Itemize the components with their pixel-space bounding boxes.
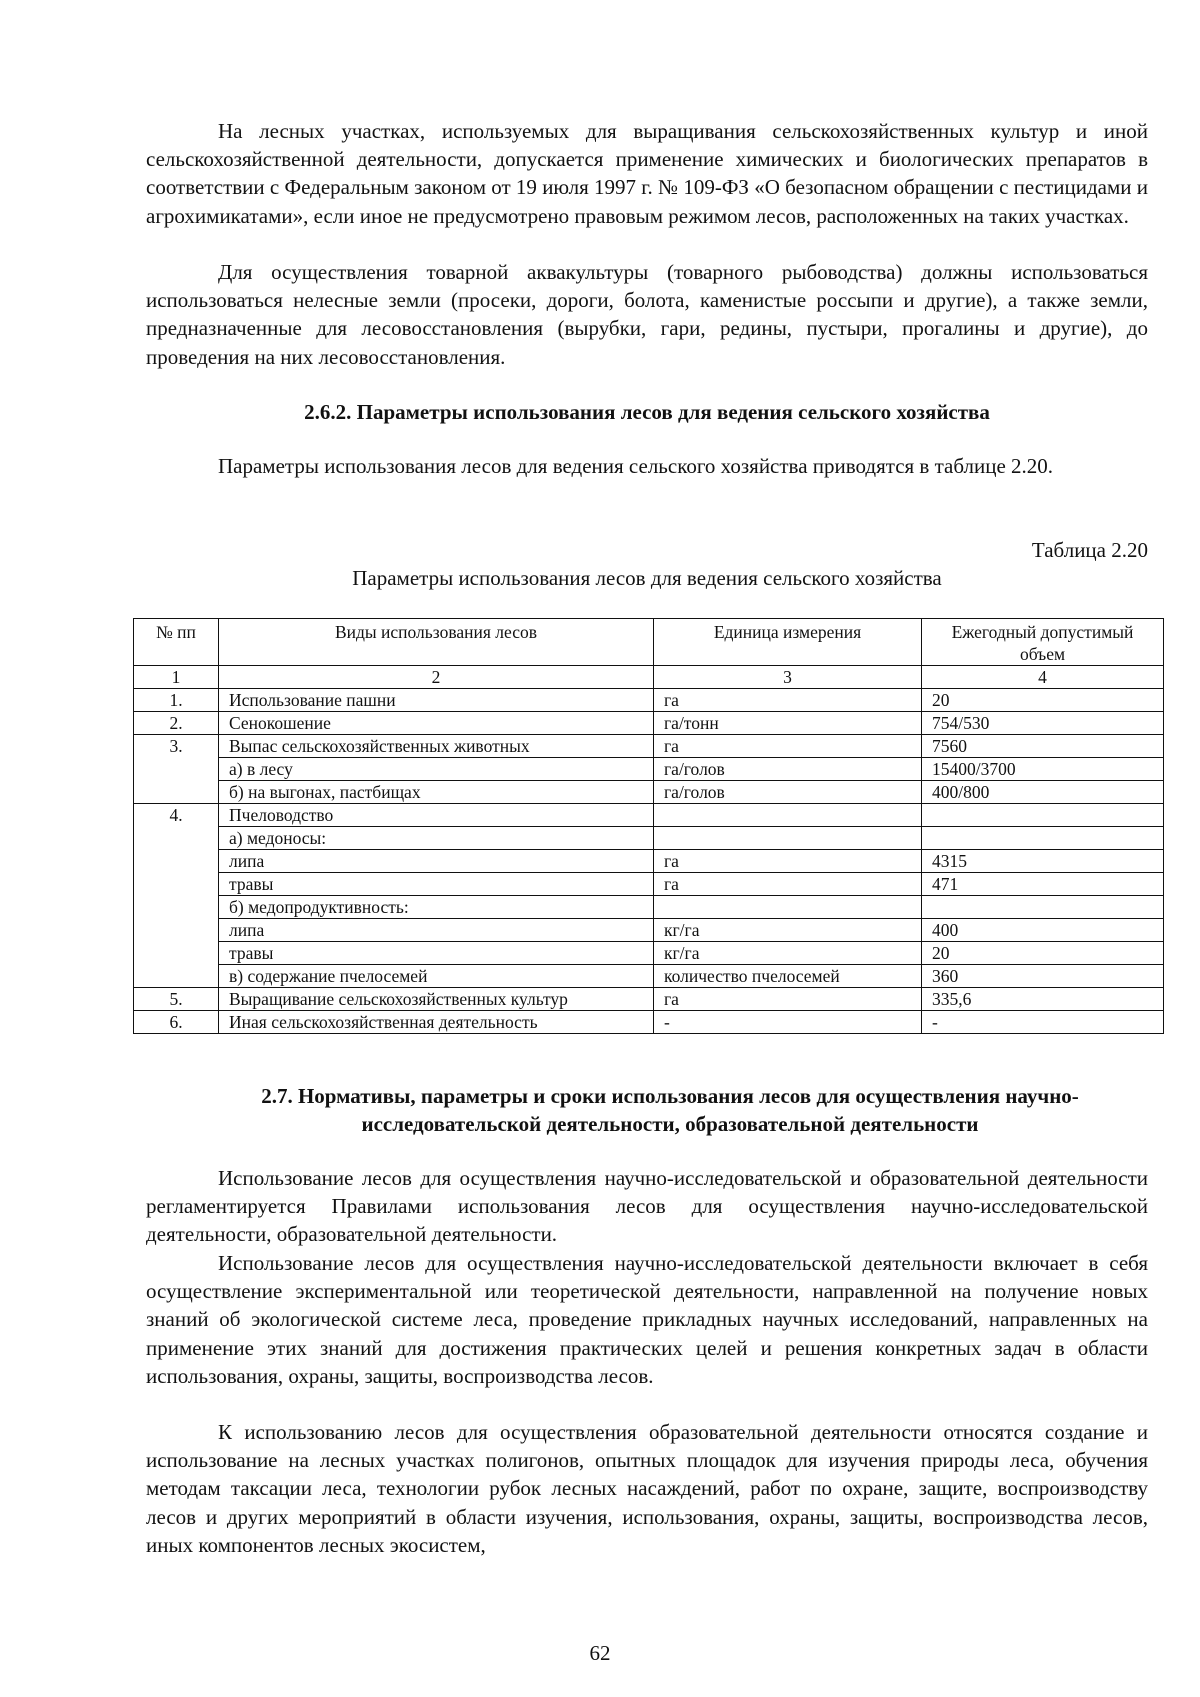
unit-cell: кг/га: [654, 942, 922, 965]
agriculture-parameters-table: [133, 618, 1164, 1034]
annual-volume-cell: 400/800: [922, 781, 1164, 804]
unit-cell: кг/га: [654, 919, 922, 942]
header-cell: № пп: [134, 619, 219, 666]
table-column-number-row: [134, 666, 1164, 689]
annual-volume-cell: 335,6: [922, 988, 1164, 1011]
paragraph-pesticides: На лесных участках, используемых для выращивания сельскохозяйственных культур и иной сельскохозяйственной деятельности, допускается применение химических и биологических препаратов в соответствии с Федеральным законом от 19 июля 1997 г. № 109-ФЗ «О безопасном обращении с пестицидами и агрохимикатами», если иное не предусмотрено правовым режимом лесов, расположенных на таких участках.: [146, 119, 1148, 228]
table-row: [134, 965, 1164, 988]
row-number-cell: 2.: [134, 712, 219, 735]
usage-type-cell: травы: [219, 873, 654, 896]
column-number-cell: 4: [922, 666, 1164, 689]
table-caption: Параметры использования лесов для ведения сельского хозяйства: [352, 566, 942, 590]
row-number-cell: 1.: [134, 689, 219, 712]
usage-type-cell: Выращивание сельскохозяйственных культур: [219, 988, 654, 1011]
table-number-label: Таблица 2.20: [1031, 538, 1148, 562]
table-row: [134, 689, 1164, 712]
paragraph-aquaculture: Для осуществления товарной аквакультуры (товарного рыбоводства) должны использоваться использоваться нелесные земли (просеки, дороги, болота, каменистые россыпи и другие), а также земли, предназначенные для лесовосстановления (вырубки, гари, редины, пустыри, прогалины и другие), до проведения на них лесовосстановления.: [146, 260, 1148, 369]
table-header-row: [134, 619, 1164, 666]
unit-cell: га/голов: [654, 781, 922, 804]
paragraph-table-reference: Параметры использования лесов для ведения сельского хозяйства приводятся в таблице 2.20.: [218, 454, 1054, 478]
header-cell: Единица измерения: [654, 619, 922, 666]
unit-cell: [654, 804, 922, 827]
annual-volume-cell: 15400/3700: [922, 758, 1164, 781]
usage-type-cell: травы: [219, 942, 654, 965]
annual-volume-cell: 4315: [922, 850, 1164, 873]
row-number-cell: 6.: [134, 1011, 219, 1034]
usage-type-cell: в) содержание пчелосемей: [219, 965, 654, 988]
annual-volume-cell: 20: [922, 689, 1164, 712]
usage-type-cell: Пчеловодство: [219, 804, 654, 827]
table-row: [134, 1011, 1164, 1034]
table-row: [134, 919, 1164, 942]
section-heading-2-6-2: 2.6.2. Параметры использования лесов для ведения сельского хозяйства: [304, 400, 990, 424]
row-number-cell: 3.: [134, 735, 219, 804]
unit-cell: га/тонн: [654, 712, 922, 735]
annual-volume-cell: 471: [922, 873, 1164, 896]
usage-type-cell: Иная сельскохозяйственная деятельность: [219, 1011, 654, 1034]
column-number-cell: 1: [134, 666, 219, 689]
row-number-cell: 4.: [134, 804, 219, 988]
annual-volume-cell: [922, 827, 1164, 850]
table-row: [134, 735, 1164, 758]
unit-cell: га/голов: [654, 758, 922, 781]
unit-cell: га: [654, 988, 922, 1011]
table-row: [134, 988, 1164, 1011]
column-number-cell: 3: [654, 666, 922, 689]
usage-type-cell: б) на выгонах, пастбищах: [219, 781, 654, 804]
table-row: [134, 804, 1164, 827]
unit-cell: га: [654, 735, 922, 758]
annual-volume-cell: 20: [922, 942, 1164, 965]
usage-type-cell: Использование пашни: [219, 689, 654, 712]
usage-type-cell: б) медопродуктивность:: [219, 896, 654, 919]
annual-volume-cell: 754/530: [922, 712, 1164, 735]
table-row: [134, 781, 1164, 804]
unit-cell: -: [654, 1011, 922, 1034]
page-number: 62: [589, 1641, 611, 1665]
paragraph-research-rules: Использование лесов для осуществления научно-исследовательской и образовательной деятельности регламентируется Правилами использования лесов для осуществления научно-исследовательской деятельности, образовательной деятельности.: [146, 1166, 1148, 1247]
table-row: [134, 850, 1164, 873]
table-row: [134, 896, 1164, 919]
section-heading-2-7: 2.7. Нормативы, параметры и сроки использования лесов для осуществления научно-исследовательской деятельности, образовательной деятельности: [261, 1084, 1079, 1136]
paragraph-educational-activity: К использованию лесов для осуществления образовательной деятельности относятся создание и использование на лесных участках полигонов, опытных площадок для изучения природы леса, обучения методам таксации леса, технологии рубок лесных насаждений, работ по охране, защите, воспроизводству лесов и других мероприятий в области изучения, использования, охраны, защиты, воспроизводства лесов, иных компонентов лесных экосистем,: [146, 1420, 1148, 1557]
unit-cell: количество пчелосемей: [654, 965, 922, 988]
usage-type-cell: а) медоносы:: [219, 827, 654, 850]
usage-type-cell: Сенокошение: [219, 712, 654, 735]
table-row: [134, 827, 1164, 850]
header-cell: Ежегодный допустимый объем: [922, 619, 1164, 666]
table-row: [134, 758, 1164, 781]
annual-volume-cell: 400: [922, 919, 1164, 942]
unit-cell: [654, 896, 922, 919]
usage-type-cell: липа: [219, 850, 654, 873]
header-cell: Виды использования лесов: [219, 619, 654, 666]
usage-type-cell: Выпас сельскохозяйственных животных: [219, 735, 654, 758]
column-number-cell: 2: [219, 666, 654, 689]
annual-volume-cell: 360: [922, 965, 1164, 988]
annual-volume-cell: [922, 804, 1164, 827]
row-number-cell: 5.: [134, 988, 219, 1011]
unit-cell: га: [654, 689, 922, 712]
annual-volume-cell: -: [922, 1011, 1164, 1034]
annual-volume-cell: [922, 896, 1164, 919]
annual-volume-cell: 7560: [922, 735, 1164, 758]
unit-cell: га: [654, 873, 922, 896]
table-row: [134, 873, 1164, 896]
unit-cell: [654, 827, 922, 850]
usage-type-cell: а) в лесу: [219, 758, 654, 781]
usage-type-cell: липа: [219, 919, 654, 942]
table-row: [134, 942, 1164, 965]
paragraph-research-activity: Использование лесов для осуществления научно-исследовательской деятельности включает в себя осуществление экспериментальной или теоретической деятельности, направленной на получение новых знаний об экологической системе леса, проведение прикладных научных исследований, направленных на применение этих знаний для достижения практических целей и решения конкретных задач в области использования, охраны, защиты, воспроизводства лесов.: [146, 1251, 1148, 1388]
unit-cell: га: [654, 850, 922, 873]
table-row: [134, 712, 1164, 735]
